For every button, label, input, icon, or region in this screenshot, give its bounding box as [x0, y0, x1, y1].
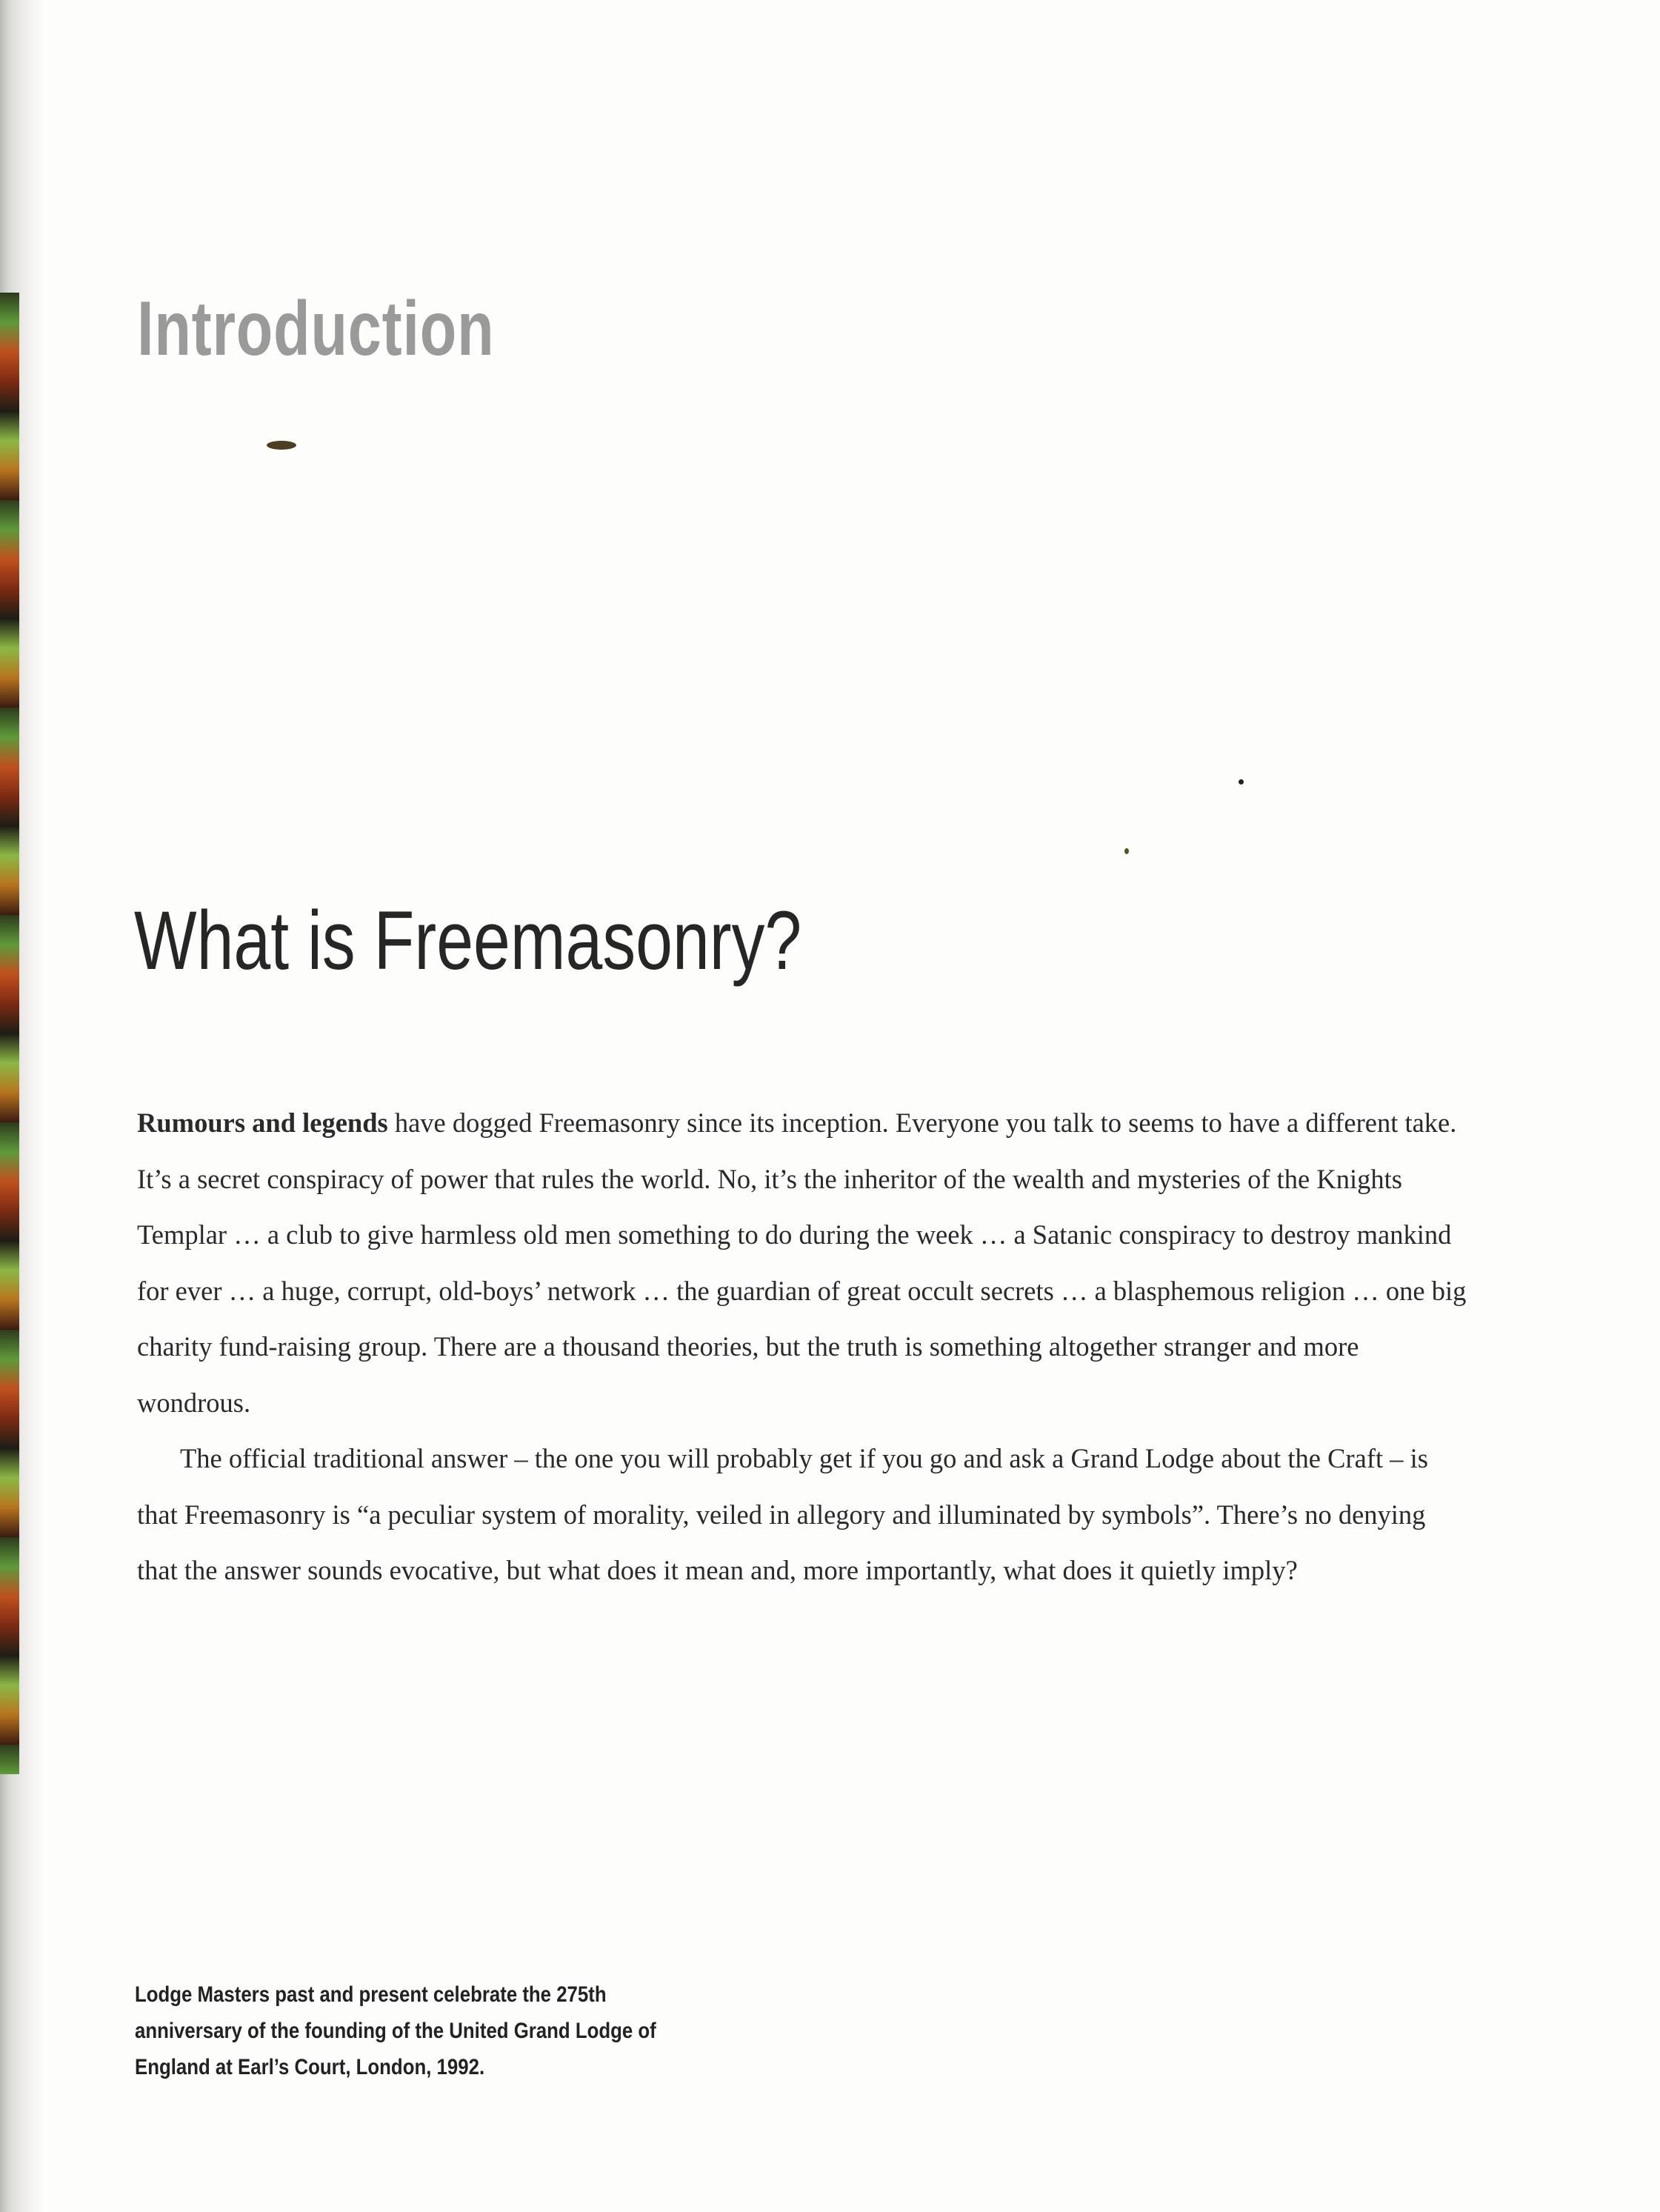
- print-speck: [267, 441, 296, 450]
- print-speck: [1124, 848, 1129, 854]
- body-text: [137, 1095, 1470, 1599]
- paragraph-1: [137, 1095, 1470, 1430]
- facing-page-image-edge: [0, 293, 19, 1774]
- section-heading: Introduction: [137, 286, 495, 372]
- photo-caption: Lodge Masters past and present celebrate the 275th anniversary of the founding of the United Grand Lodge of England at Earl’s Court, London, 1992.: [135, 1982, 656, 2079]
- lead-in: Rumours and legends: [137, 1107, 388, 1138]
- paragraph-2: The official traditional answer – the one you will probably get if you go and ask a Grand Lodge about the Craft – is that Freemasonry is “a peculiar system of morality, veiled in allegory and illuminated by symbols”. There’s no denying that the answer sounds evocative, but what does it mean and, more importantly, what does it quietly imply?: [137, 1443, 1428, 1585]
- paragraph-1-text: have dogged Freemasonry since its inception. Everyone you talk to seems to have a different take. It’s a secret conspiracy of power that rules the world. No, it’s the inheritor of the wealth and mysteries of the Knights Templar … a club to give harmless old men something to do during the week … a Satanic conspiracy to destroy mankind for ever … a huge, corrupt, old-boys’ network … the guardian of great occult secrets … a blasphemous religion … one big charity fund-raising group. There are a thousand theories, but the truth is something altogether stranger and more wondrous.: [137, 1107, 1467, 1418]
- page-title: What is Freemasonry?: [134, 894, 802, 987]
- print-speck: [1239, 779, 1244, 784]
